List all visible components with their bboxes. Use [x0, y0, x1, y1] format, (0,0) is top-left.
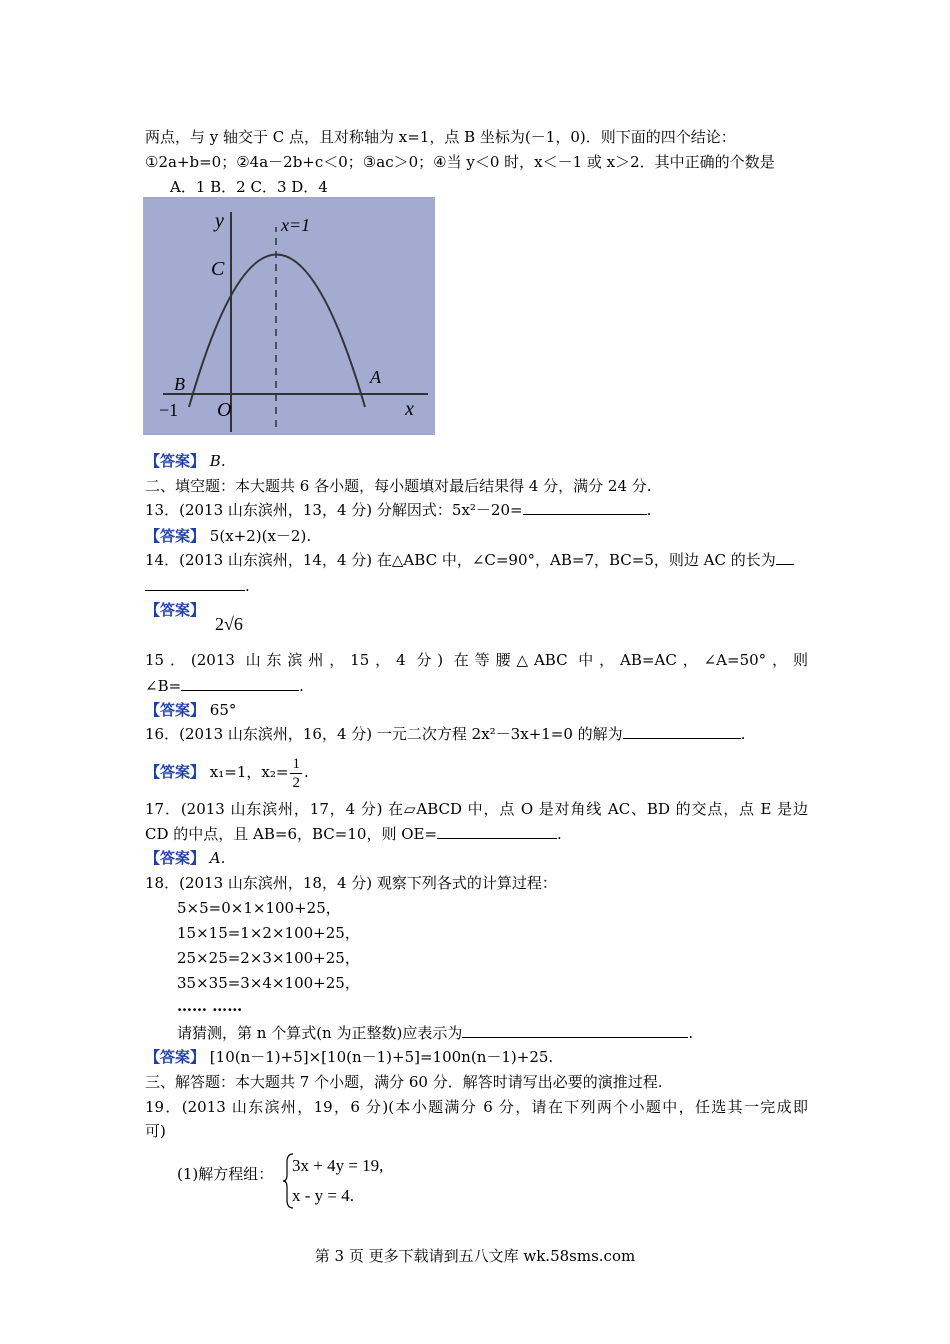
- q17-line1: 17．(2013 山东滨州，17，4 分) 在▱ABCD 中，点 O 是对角线 AC、BD 的交点，点 E 是边: [145, 800, 808, 818]
- q15-prompt: ∠B=: [145, 677, 182, 695]
- answer-blank: [462, 1023, 688, 1038]
- parabola-figure: [143, 197, 435, 435]
- q18-formula: 35×35=3×4×100+25，: [177, 974, 360, 992]
- equation-2: x - y = 4.: [292, 1186, 354, 1205]
- answer-value: A.: [209, 849, 226, 867]
- q14-end: .: [245, 577, 250, 595]
- answer-blank: [523, 500, 647, 515]
- answer-tag: 【答案】: [145, 701, 206, 719]
- answer-blank: [437, 824, 557, 839]
- q19-line1: 19．(2013 山东滨州，19，6 分)(本小题满分 6 分，请在下列两个小题中，任选其一完成即: [145, 1098, 808, 1116]
- q17-answer: [145, 848, 808, 868]
- q18-end: .: [688, 1024, 694, 1042]
- answer-blank: [181, 676, 299, 691]
- q16-end: .: [740, 725, 746, 743]
- answer-end: .: [303, 763, 309, 781]
- answer-tag: 【答案】: [145, 452, 206, 470]
- y-axis-label: y: [215, 210, 224, 232]
- q18-answer: [145, 1047, 808, 1067]
- point-a-label: A: [370, 367, 381, 387]
- answer-blank: [145, 576, 245, 591]
- q13-end: .: [646, 501, 652, 519]
- q12-answer: [145, 451, 808, 471]
- q19-line2: 可): [145, 1122, 166, 1140]
- q14-text: [145, 550, 808, 570]
- q14-prompt: 14．(2013 山东滨州，14，4 分) 在△ABC 中，∠C=90°，AB=7，BC=5，则边 AC 的长为: [145, 551, 776, 569]
- q13-text: [145, 500, 808, 520]
- section-3-heading: 三、解答题：本大题共 7 个小题，满分 60 分．解答时请写出必要的演推过程.: [145, 1073, 663, 1091]
- numerator: 1: [292, 755, 300, 772]
- q12-options: A．1 B．2 C．3 D．4: [170, 178, 328, 196]
- q15-line1: 15．(2013 山东滨州，15，4 分) 在等腰△ABC 中，AB=AC，∠A=50°，则: [145, 651, 808, 669]
- denominator: 2: [292, 774, 300, 791]
- page-footer: 第 3 页 更多下载请到五八文库 wk.58sms.com: [314, 1247, 636, 1265]
- q15-answer: [145, 700, 808, 720]
- q16-answer: [145, 752, 808, 792]
- answer-tag: 【答案】: [145, 849, 206, 867]
- point-b-label: B: [174, 374, 185, 394]
- q16-prompt: 16．(2013 山东滨州，16，4 分) 一元二次方程 2x²－3x+1=0 的解为: [145, 725, 623, 743]
- point-c-label: C: [211, 258, 225, 280]
- q18-prompt: 请猜测，第 n 个算式(n 为正整数)应表示为: [177, 1024, 463, 1042]
- neg-one-label: −1: [159, 400, 179, 420]
- parabola-graph: [143, 197, 435, 435]
- q14-line2: [145, 576, 808, 596]
- q17-end: .: [557, 825, 562, 843]
- q18-formula: 15×15=1×2×100+25，: [177, 924, 360, 942]
- q16-text: [145, 724, 808, 744]
- q12-line2: ①2a+b=0；②4a－2b+c＜0；③ac＞0；④当 y＜0 时，x＜－1 或 x＞2．其中正确的个数是: [145, 153, 775, 171]
- q14-answer-value: 2√6: [215, 614, 243, 634]
- answer-value: x₁=1，x₂=: [209, 763, 289, 781]
- q18-formula: 5×5=0×1×100+25，: [177, 899, 341, 917]
- origin-label: O: [217, 399, 232, 421]
- symmetry-label: x=1: [281, 215, 311, 235]
- q19-part1-label: (1)解方程组：: [177, 1165, 274, 1183]
- q13-answer: [145, 526, 808, 546]
- answer-value: 65°: [209, 701, 237, 719]
- answer-tag: 【答案】: [145, 763, 206, 781]
- answer-tag: 【答案】: [145, 527, 206, 545]
- answer-blank: [776, 550, 794, 565]
- q17-prompt: CD 的中点，且 AB=6，BC=10，则 OE=: [145, 825, 438, 843]
- answer-value: [10(n－1)+5]×[10(n－1)+5]=100n(n－1)+25.: [209, 1048, 554, 1066]
- q18-ellipsis: …… ……: [177, 997, 243, 1015]
- q15-line2: [145, 676, 808, 696]
- answer-blank: [623, 724, 741, 739]
- q18-prompt-line: [177, 1023, 808, 1043]
- section-2-heading: 二、填空题：本大题共 6 各小题，每小题填对最后结果得 4 分，满分 24 分.: [145, 477, 652, 495]
- equation-1: 3x + 4y = 19,: [292, 1156, 384, 1175]
- q18-formula: 25×25=2×3×100+25，: [177, 949, 360, 967]
- q15-end: .: [299, 677, 304, 695]
- q13-prompt: 13．(2013 山东滨州，13，4 分) 分解因式：5x²－20=: [145, 501, 523, 519]
- answer-tag: 【答案】: [145, 601, 206, 619]
- answer-value: 5(x+2)(x－2).: [209, 527, 312, 545]
- x-axis-label: x: [405, 398, 414, 420]
- fraction: [290, 755, 302, 792]
- q12-line1: 两点，与 y 轴交于 C 点，且对称轴为 x=1，点 B 坐标为(－1，0)．则下面的四个结论：: [145, 128, 736, 146]
- q18-text: 18．(2013 山东滨州，18，4 分) 观察下列各式的计算过程：: [145, 874, 557, 892]
- q17-line2: [145, 824, 808, 844]
- answer-tag: 【答案】: [145, 1048, 206, 1066]
- answer-value: B.: [209, 452, 226, 470]
